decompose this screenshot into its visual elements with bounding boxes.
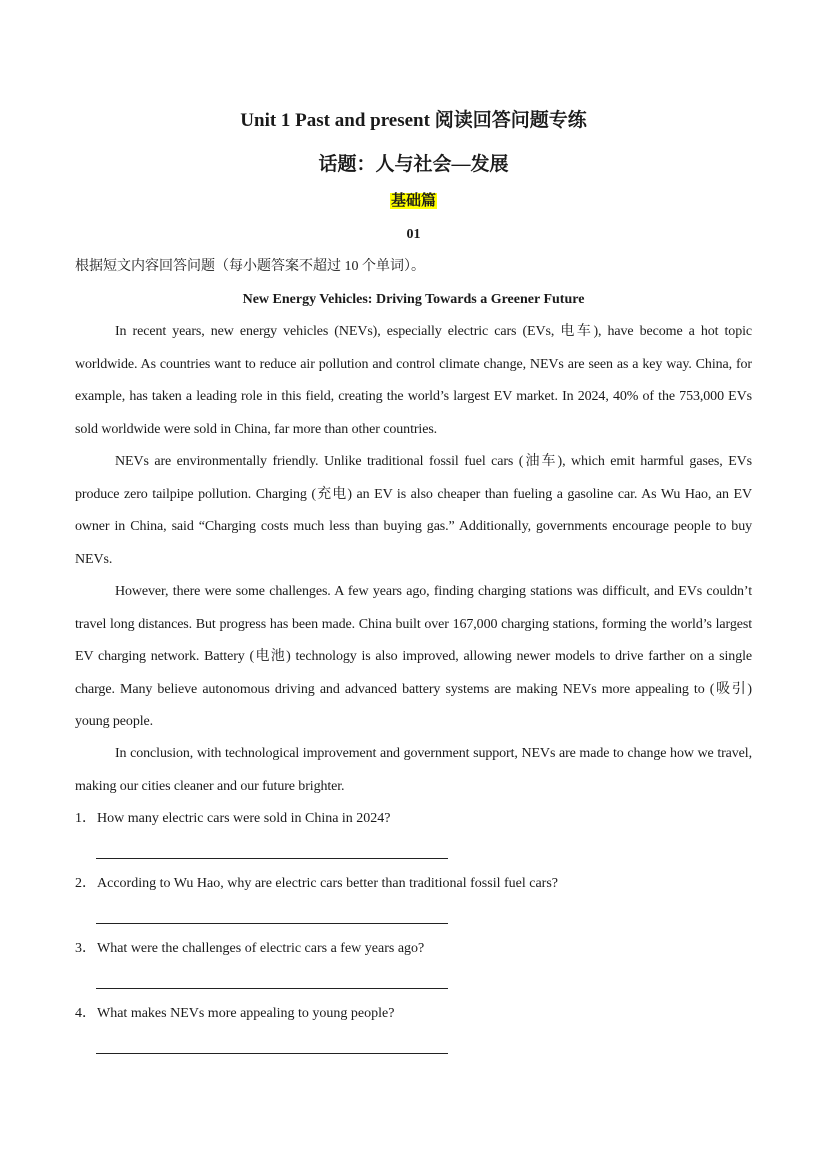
article-title: New Energy Vehicles: Driving Towards a Greener Future — [242, 292, 585, 307]
document-title: Unit 1 Past and present 阅读回答问题专练 — [240, 110, 587, 131]
answer-line-2[interactable] — [96, 923, 448, 924]
passage-number: 01 — [406, 227, 421, 242]
level-label — [0, 191, 827, 211]
question-number: 4． — [75, 1006, 96, 1021]
question-text: How many electric cars were sold in China in 2024? — [97, 811, 391, 826]
topic-heading: 话题：人与社会—发展 — [318, 154, 509, 175]
level-highlight: 基础篇 — [390, 193, 436, 209]
question-3 — [75, 939, 424, 959]
instruction-text: 根据短文内容回答问题（每小题答案不超过 10 个单词）。 — [75, 259, 425, 274]
question-text: What makes NEVs more appealing to young people? — [97, 1006, 395, 1021]
question-text: What were the challenges of electric cars a few years ago? — [97, 941, 425, 956]
question-text: According to Wu Hao, why are electric cars better than traditional fossil fuel cars? — [97, 876, 558, 891]
question-2 — [75, 874, 558, 894]
question-1 — [75, 809, 391, 829]
answer-line-4[interactable] — [96, 1053, 448, 1054]
article-paragraph: However, there were some challenges. A few years ago, finding charging stations was difficult, and EVs couldn’t travel long distances. But progress has been made. China built over 167,000 charging stations, forming the world’s largest EV charging network. Battery (电池) technology is also improved, allowing newer models to drive farther on a single charge. Many believe autonomous driving and advanced battery systems are making NEVs more appealing to (吸引) young people. — [75, 584, 752, 729]
answer-line-3[interactable] — [96, 988, 448, 989]
article-paragraph: NEVs are environmentally friendly. Unlike traditional fossil fuel cars (油车), which emit harmful gases, EVs produce zero tailpipe pollution. Charging (充电) an EV is also cheaper than fueling a gasoline car. As Wu Hao, an EV owner in China, said “Charging costs much less than buying gas.” Additionally, governments encourage people to buy NEVs. — [75, 454, 752, 567]
article-paragraph: In conclusion, with technological improvement and government support, NEVs are made to change how we travel, making our cities cleaner and our future brighter. — [75, 746, 752, 794]
question-4 — [75, 1004, 394, 1024]
question-number: 2． — [75, 876, 96, 891]
answer-line-1[interactable] — [96, 858, 448, 859]
article-paragraph: In recent years, new energy vehicles (NEVs), especially electric cars (EVs, 电车), have become a hot topic worldwide. As countries want to reduce air pollution and control climate change, NEVs are seen as a key way. China, for example, has taken a leading role in this field, creating the world’s largest EV market. In 2024, 40% of the 753,000 EVs sold worldwide were sold in China, far more than other countries. — [75, 324, 752, 437]
question-number: 1． — [75, 811, 96, 826]
question-number: 3． — [75, 941, 96, 956]
